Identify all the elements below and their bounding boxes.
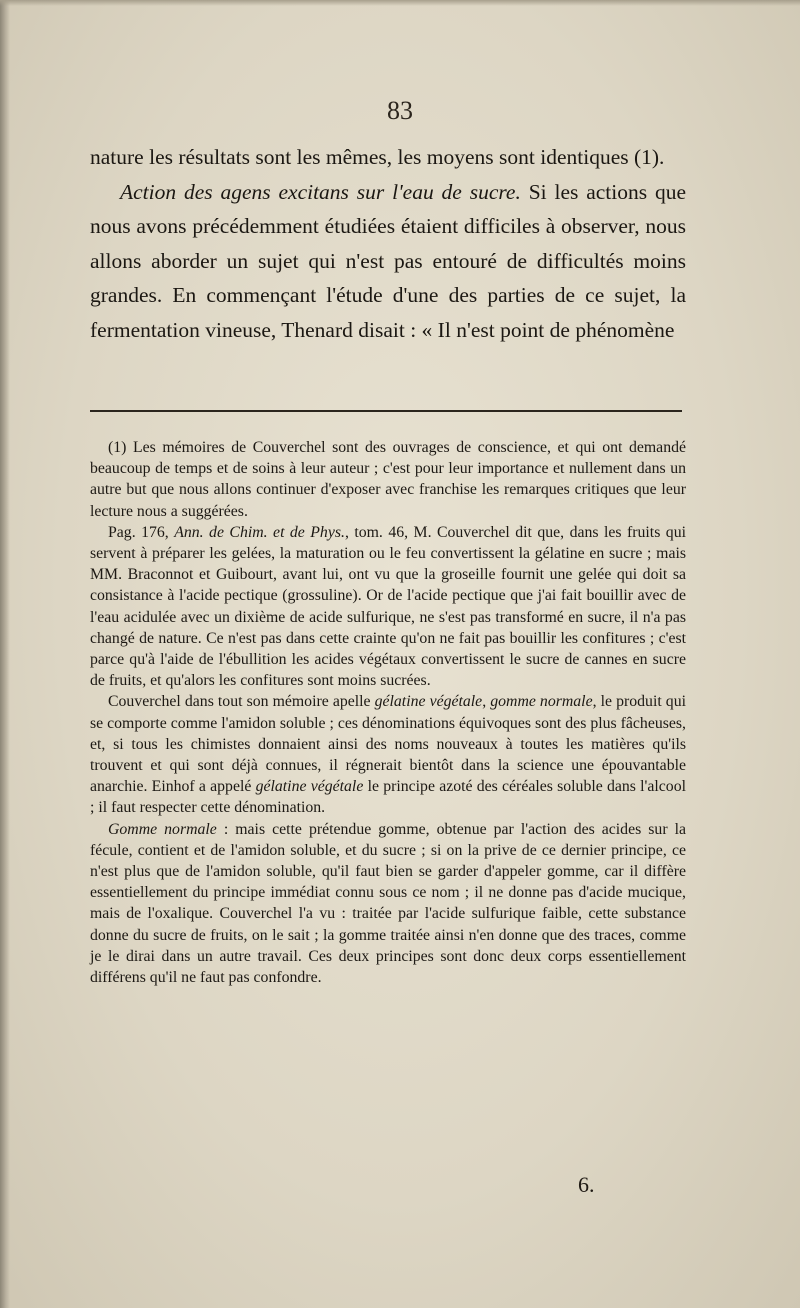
paragraph-1: nature les résultats sont les mêmes, les moyens sont identiques (1). (90, 145, 665, 169)
footnotes (90, 437, 686, 988)
footnote-3-text: , le produit qui se comporte comme l'amidon soluble ; ces dénominations équivoques sont des plus fâcheuses, et, si tous les chimistes donnaient ainsi des noms nouveaux à toutes les matières qu'ils trouvent et qui sont déjà connues, il régnerait bientôt dans la science une épouvantable anarchie. Einhof a appelé (90, 693, 686, 796)
footnote-2 (90, 522, 686, 692)
paragraph-2 (90, 175, 686, 348)
footnote-3-term-2: gomme normale (490, 693, 593, 711)
footnote-2-text: , tom. 46, M. Couverchel dit que, dans les fruits qui servent à préparer les gelées, la maturation ou le feu convertissent la gélatine en sucre ; mais MM. Braconnot et Guibourt, avant lui, ont vu que la groseille fournit une gelée qui doit sa consistance à l'acide pectique (grossuline). Or de l'acide pectique que j'ai fait bouillir avec de l'eau acidulée avec un dixième de acide sulfurique, ne s'est pas transformé en sucre, il n'a pas changé de nature. Ce n'est pas dans cette crainte qu'on ne fait pas bouillir les confitures ; c'est parce qu'à l'aide de l'ébullition les acides végétaux convertissent le sucre de cannes en sucre de fruits, et qu'alors les confitures sont moins sucrées. (90, 523, 686, 690)
page-top-edge (0, 0, 800, 6)
footnote-3-sep: , (482, 693, 491, 711)
footnote-4 (90, 819, 686, 989)
page-spine-shadow (0, 0, 10, 1308)
paragraph-2-text: Si les actions que nous avons précédemment étudiées étaient difficiles à observer, nous allons aborder un sujet qui n'est pas entouré de difficultés moins grandes. En commençant l'étude d'une des parties de ce sujet, la fermentation vineuse, Thenard disait : « Il n'est point de phénomène (90, 179, 687, 342)
footnote-2-reference: Ann. de Chim. et de Phys. (174, 523, 345, 541)
footnote-3-term-1: gélatine végétale (374, 693, 483, 711)
footnote-3-end: le principe azoté des céréales soluble dans l'alcool ; il faut respecter cette dénomination. (90, 778, 686, 817)
footnote-3 (90, 691, 686, 818)
signature-mark: 6. (578, 1172, 595, 1197)
footnote-2-start: Pag. 176, (108, 523, 175, 541)
footnote-3-start: Couverchel dans tout son mémoire apelle (108, 693, 375, 711)
main-text (90, 140, 686, 347)
footnote-1: (1) Les mémoires de Couverchel sont des ouvrages de conscience, et qui ont demandé beaucoup de temps et de soins à leur auteur ; c'est pour leur importance et nullement dans un autre but que nous allons continuer d'exposer avec franchise les remarques critiques que leur lecture nous a suggérées. (90, 439, 686, 520)
footnote-3-term-3: gélatine végétale (255, 778, 364, 796)
section-title: Action des agens excitans sur l'eau de sucre. (120, 179, 521, 204)
page-number: 83 (387, 96, 413, 125)
footnote-4-term: Gomme normale (108, 820, 217, 838)
footnote-separator (90, 410, 682, 412)
footnote-4-text: : mais cette prétendue gomme, obtenue par l'action des acides sur la fécule, contient et de l'amidon soluble, et du sucre ; si on la prive de ce dernier principe, ce n'est plus que de l'amidon soluble, qu'il faut bien se garder d'appeler gomme, car il diffère essentiellement du principe immédiat connu sous ce nom ; il ne donne pas d'acide mucique, mais de l'oxalique. Couverchel l'a vu : traitée par l'acide sulfurique faible, cette substance donne du sucre de fruits, on le sait ; la gomme traitée ainsi n'en donne que des traces, comme je le dirai dans un autre travail. Ces deux principes sont donc deux corps essentiellement différens qu'il ne faut pas confondre. (90, 820, 686, 987)
